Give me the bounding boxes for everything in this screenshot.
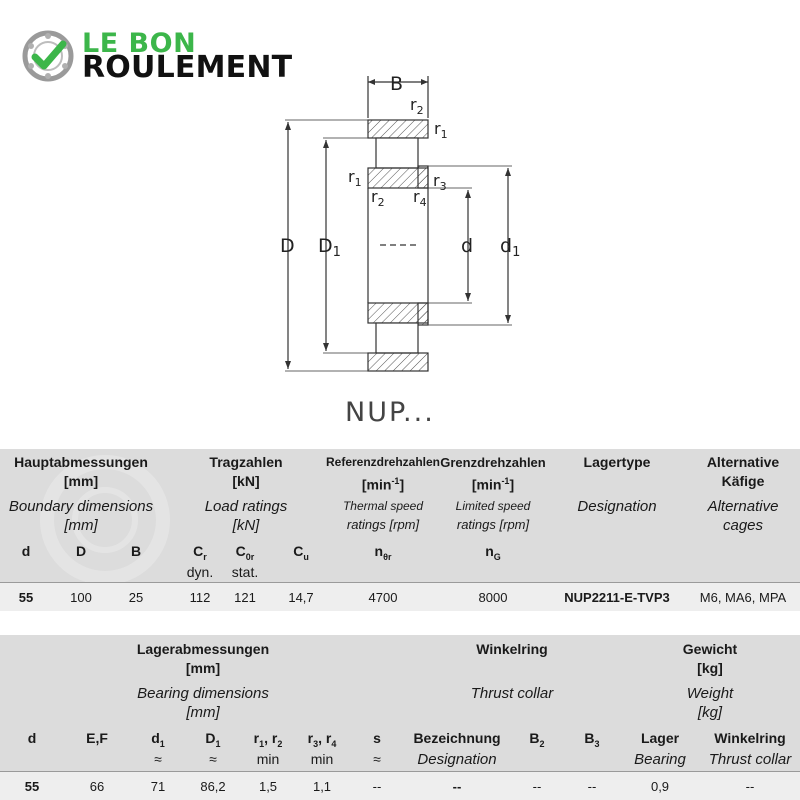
t2-main-unit: [mm] xyxy=(185,660,221,676)
label-D: D xyxy=(280,235,295,257)
t2-sym-r12: $r_1$, $r_2$ xyxy=(253,730,283,749)
t2-sym-s: s xyxy=(373,730,381,746)
t2-collar-en: Thrust collar xyxy=(470,685,554,702)
t1-val-B: 25 xyxy=(128,590,144,605)
t1-main-en: Boundary dimensions xyxy=(8,498,154,515)
label-r4: $r_4$ xyxy=(413,187,427,209)
t1-main-de: Hauptabmessungen xyxy=(14,454,148,470)
label-d1: $d_1$ xyxy=(500,235,521,260)
t1-sym-Cu: $C_u$ xyxy=(293,543,309,562)
t2-bez-en: Designation xyxy=(417,751,497,768)
t1-val-C0r: 121 xyxy=(234,590,256,605)
t2-val-B2: -- xyxy=(532,779,542,794)
t2-val-d: 55 xyxy=(24,779,40,794)
series-caption: NUP... xyxy=(345,397,435,428)
t2-lager-en: Bearing xyxy=(634,751,686,768)
label-r2-top: $r_2$ xyxy=(410,95,424,117)
t1-cage-en1: Alternative xyxy=(707,498,779,515)
t2-bez: Bezeichnung xyxy=(413,730,501,746)
t2-weight-en-unit: [kg] xyxy=(697,704,723,721)
t2-min-r12: min xyxy=(256,751,280,767)
t1-val-Cr: 112 xyxy=(189,590,211,605)
t1-cage-en2: cages xyxy=(722,517,764,534)
t2-val-EF: 66 xyxy=(89,779,105,794)
t2-main-en-unit: [mm] xyxy=(186,704,220,721)
t1-type-de: Lagertype xyxy=(583,454,651,470)
t2-collar-de: Winkelring xyxy=(476,641,548,657)
t1-load-de: Tragzahlen xyxy=(209,454,283,470)
t1-type-en: Designation xyxy=(577,498,657,515)
t2-main-de: Lagerabmessungen xyxy=(136,641,270,657)
t1-sym-D: D xyxy=(75,543,87,559)
t1-ref-en2: ratings [rpm] xyxy=(346,517,420,532)
t2-approx-d1: ≈ xyxy=(154,751,162,767)
t1-sym-ntr: $n_{\theta r}$ xyxy=(374,543,392,562)
t1-val-D: 100 xyxy=(70,590,92,605)
logo-line1: LE BON xyxy=(82,28,197,59)
label-D1: $D_1$ xyxy=(318,235,341,260)
t1-dyn: dyn. xyxy=(186,564,214,580)
t1-ref-en1: Thermal speed xyxy=(342,499,424,513)
t2-val-r34: 1,1 xyxy=(312,779,332,794)
t1-cage-de2: Käfige xyxy=(721,473,765,489)
t2-sym-d1: $d_1$ xyxy=(151,730,165,749)
t2-sym-D1: $D_1$ xyxy=(205,730,221,749)
t1-lim-en2: ratings [rpm] xyxy=(456,517,530,532)
t2-sym-B3: $B_3$ xyxy=(584,730,600,749)
label-r1-left: $r_1$ xyxy=(348,167,362,189)
t1-val-designation[interactable]: NUP2211-E-TVP3 xyxy=(564,590,670,605)
bearing-cross-section-drawing xyxy=(260,70,560,390)
t2-weight-de: Gewicht xyxy=(682,641,738,657)
table1-row xyxy=(0,582,800,611)
t2-val-lager: 0,9 xyxy=(650,779,670,794)
label-r2-left: $r_2$ xyxy=(371,187,385,209)
t2-weight-en: Weight xyxy=(686,685,734,702)
t1-ref-unit: $[\min^{-1}]$ xyxy=(361,476,405,493)
t2-val-D1: 86,2 xyxy=(200,779,226,794)
t2-wring: Winkelring xyxy=(714,730,786,746)
t1-load-unit: [kN] xyxy=(232,473,260,489)
t1-lim-de: Grenzdrehzahlen xyxy=(440,455,546,470)
t1-lim-en1: Limited speed xyxy=(455,499,531,513)
bearing-check-icon xyxy=(22,30,74,82)
t2-sym-d: d xyxy=(27,730,37,746)
t2-weight-unit: [kg] xyxy=(697,660,723,676)
t1-load-en: Load ratings xyxy=(204,498,288,515)
t1-sym-nG: $n_G$ xyxy=(485,543,501,562)
t1-main-en-unit: [mm] xyxy=(64,517,98,534)
label-B: B xyxy=(390,73,404,95)
t1-sym-C0r: $C_{0r}$ xyxy=(235,543,255,562)
t2-val-d1: 71 xyxy=(150,779,166,794)
t1-val-ntr: 4700 xyxy=(368,590,398,605)
logo-line2: ROULEMENT xyxy=(82,50,293,85)
t2-sym-B2: $B_2$ xyxy=(529,730,545,749)
t1-lim-unit: $[\min^{-1}]$ xyxy=(471,476,515,493)
t2-val-B3: -- xyxy=(587,779,597,794)
t1-main-unit: [mm] xyxy=(63,473,99,489)
t1-cage-de1: Alternative xyxy=(706,454,780,470)
t1-stat: stat. xyxy=(231,564,259,580)
t2-val-bez: -- xyxy=(452,779,462,794)
t1-val-Cu: 14,7 xyxy=(288,590,314,605)
label-r3: $r_3$ xyxy=(433,171,447,193)
t1-sym-Cr: $C_r$ xyxy=(193,543,207,562)
t2-wring-en: Thrust collar xyxy=(708,751,792,768)
t1-sym-d: d xyxy=(21,543,31,559)
t2-sym-EF: E,F xyxy=(86,730,108,746)
watermark-bearing-icon xyxy=(20,455,190,585)
t1-val-cages: M6, MA6, MPA xyxy=(699,590,787,605)
t1-val-nG: 8000 xyxy=(478,590,508,605)
t2-approx-D1: ≈ xyxy=(209,751,217,767)
t2-approx-s: ≈ xyxy=(373,751,381,767)
t2-main-en: Bearing dimensions xyxy=(137,685,269,702)
t2-lager: Lager xyxy=(640,730,680,746)
t2-val-wring: -- xyxy=(745,779,755,794)
t2-min-r34: min xyxy=(310,751,334,767)
t1-val-d: 55 xyxy=(18,590,34,605)
t2-sym-r34: $r_3$, $r_4$ xyxy=(307,730,337,749)
t1-sym-B: B xyxy=(130,543,142,559)
label-d: d xyxy=(461,235,474,257)
t1-ref-de: Referenzdrehzahlen xyxy=(325,455,441,469)
table2-row xyxy=(0,771,800,800)
t1-load-en-unit: [kN] xyxy=(232,517,260,534)
label-r1-top: $r_1$ xyxy=(434,119,448,141)
t2-val-r12: 1,5 xyxy=(258,779,278,794)
t2-val-s: -- xyxy=(372,779,382,794)
